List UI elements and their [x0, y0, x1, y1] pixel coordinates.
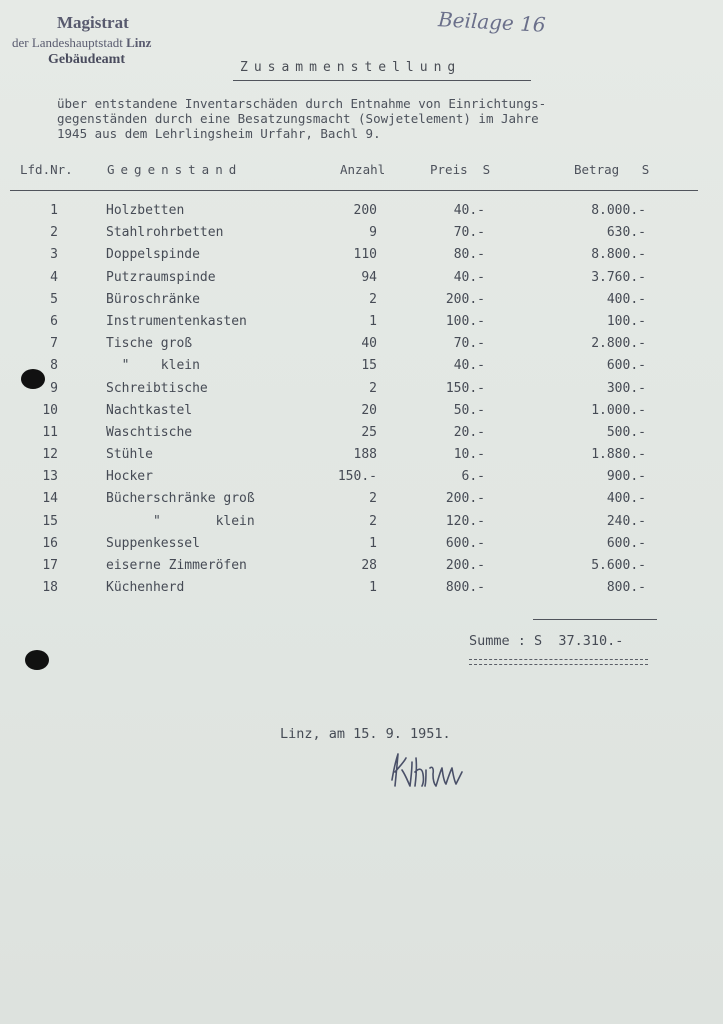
row-total: 500.-: [606, 424, 646, 440]
row-item: Küchenherd: [106, 580, 185, 596]
row-nr: 16: [42, 535, 58, 551]
row-qty: 1: [369, 535, 377, 551]
row-nr: 18: [42, 580, 58, 596]
row-total: 5.600.-: [591, 558, 646, 573]
row-price: 200.-: [445, 291, 485, 307]
document-title: Zusammenstellung: [240, 60, 462, 75]
punch-hole: [21, 369, 45, 389]
table-row: [0, 425, 723, 447]
inventory-table: [0, 203, 723, 602]
row-item: " klein: [106, 358, 200, 374]
row-price: 40.-: [453, 203, 485, 218]
table-row: [0, 270, 723, 292]
row-total: 300.-: [606, 380, 646, 396]
row-qty: 40: [361, 336, 377, 352]
row-qty: 1: [369, 313, 377, 329]
row-total: 8.000.-: [591, 203, 646, 218]
row-price: 120.-: [445, 513, 485, 529]
row-qty: 20: [361, 402, 377, 418]
table-row: [0, 447, 723, 469]
table-row: [0, 536, 723, 558]
row-nr: 15: [42, 513, 58, 529]
row-total: 400.-: [606, 491, 646, 507]
row-nr: 9: [50, 380, 58, 396]
row-qty: 150.-: [337, 469, 377, 485]
intro-line-1: über entstandene Inventarschäden durch Entnahme von Einrichtungs-: [57, 96, 547, 111]
row-nr: 17: [42, 558, 58, 573]
row-nr: 6: [50, 313, 58, 329]
row-qty: 15: [361, 358, 377, 374]
row-qty: 110: [353, 247, 377, 263]
title-underline: [233, 80, 531, 81]
row-item: Tische groß: [106, 336, 193, 352]
intro-line-3: 1945 aus dem Lehrlingsheim Urfahr, Bachl 9.: [57, 126, 381, 141]
stamp-department: Gebäudeamt: [48, 52, 125, 67]
row-price: 6.-: [461, 469, 485, 485]
double-underline: [469, 659, 648, 665]
row-total: 630.-: [606, 225, 646, 241]
row-item: Stahlrohrbetten: [106, 225, 224, 241]
row-price: 40.-: [453, 358, 485, 374]
table-row: [0, 292, 723, 314]
row-item: Stühle: [106, 447, 153, 463]
place-date: Linz, am 15. 9. 1951.: [280, 726, 451, 742]
row-qty: 200: [353, 203, 377, 218]
row-total: 1.000.-: [591, 402, 646, 418]
table-row: [0, 336, 723, 358]
row-nr: 12: [42, 447, 58, 463]
row-qty: 188: [353, 447, 377, 463]
row-total: 1.880.-: [591, 447, 646, 463]
row-item: Bücherschränke groß: [106, 491, 255, 507]
row-item: Büroschränke: [106, 291, 200, 307]
row-nr: 8: [50, 358, 58, 374]
row-item: Suppenkessel: [106, 535, 200, 551]
row-nr: 2: [50, 225, 58, 241]
row-total: 100.-: [606, 313, 646, 329]
row-nr: 7: [50, 336, 58, 352]
row-total: 600.-: [606, 535, 646, 551]
row-total: 800.-: [606, 580, 646, 596]
row-qty: 2: [369, 491, 377, 507]
row-qty: 2: [369, 380, 377, 396]
row-price: 100.-: [445, 313, 485, 329]
row-nr: 14: [42, 491, 58, 507]
table-row: [0, 558, 723, 580]
table-row: [0, 469, 723, 491]
handwritten-signature: [388, 746, 466, 792]
row-item: Hocker: [106, 469, 153, 485]
table-row: [0, 203, 723, 225]
table-row: [0, 314, 723, 336]
row-nr: 13: [42, 469, 58, 485]
row-price: 70.-: [453, 336, 485, 352]
row-item: Instrumentenkasten: [106, 313, 247, 329]
row-item: Waschtische: [106, 424, 193, 440]
row-total: 8.800.-: [591, 247, 646, 263]
header-rule: [10, 190, 698, 191]
row-price: 10.-: [453, 447, 485, 463]
column-header-price: Preis S: [430, 162, 491, 177]
table-row: [0, 247, 723, 269]
table-row: [0, 491, 723, 513]
table-row: [0, 514, 723, 536]
row-price: 70.-: [453, 225, 485, 241]
row-total: 900.-: [606, 469, 646, 485]
row-total: 3.760.-: [591, 269, 646, 285]
stamp-magistrat: Magistrat: [57, 13, 129, 32]
row-qty: 28: [361, 558, 377, 573]
column-header-nr: Lfd.Nr.: [20, 162, 73, 177]
row-nr: 4: [50, 269, 58, 285]
column-header-qty: Anzahl: [340, 162, 386, 177]
table-row: [0, 403, 723, 425]
table-row: [0, 358, 723, 380]
table-row: [0, 580, 723, 602]
row-total: 240.-: [606, 513, 646, 529]
row-price: 200.-: [445, 558, 485, 573]
row-nr: 10: [42, 402, 58, 418]
row-qty: 1: [369, 580, 377, 596]
column-header-item: Gegenstand: [107, 162, 243, 177]
row-item: Nachtkastel: [106, 402, 193, 418]
sum-rule: [533, 619, 657, 620]
row-price: 80.-: [453, 247, 485, 263]
row-item: Holzbetten: [106, 203, 185, 218]
row-price: 50.-: [453, 402, 485, 418]
row-item: eiserne Zimmeröfen: [106, 558, 247, 573]
row-total: 2.800.-: [591, 336, 646, 352]
row-qty: 2: [369, 291, 377, 307]
stamp-city: [12, 35, 151, 51]
stamp-city-name: Linz: [126, 35, 152, 50]
row-price: 200.-: [445, 491, 485, 507]
row-qty: 9: [369, 225, 377, 241]
row-nr: 1: [50, 203, 58, 218]
row-item: Doppelspinde: [106, 247, 200, 263]
row-price: 800.-: [445, 580, 485, 596]
table-row: [0, 225, 723, 247]
row-nr: 3: [50, 247, 58, 263]
column-header-total: Betrag S: [574, 162, 650, 177]
stamp-city-prefix: der Landeshauptstadt: [12, 35, 127, 50]
row-item: Schreibtische: [106, 380, 208, 396]
row-price: 20.-: [453, 424, 485, 440]
row-qty: 94: [361, 269, 377, 285]
row-total: 400.-: [606, 291, 646, 307]
row-nr: 5: [50, 291, 58, 307]
row-item: Putzraumspinde: [106, 269, 216, 285]
row-nr: 11: [42, 424, 58, 440]
row-price: 40.-: [453, 269, 485, 285]
punch-hole: [25, 650, 49, 670]
handwritten-annotation: Beilage 16: [437, 7, 547, 37]
row-qty: 2: [369, 513, 377, 529]
row-total: 600.-: [606, 358, 646, 374]
row-qty: 25: [361, 424, 377, 440]
row-price: 600.-: [445, 535, 485, 551]
row-item: " klein: [106, 513, 255, 529]
table-row: [0, 381, 723, 403]
intro-line-2: gegenständen durch eine Besatzungsmacht (Sowjetelement) im Jahre: [57, 111, 539, 126]
sum-total: Summe : S 37.310.-: [469, 633, 624, 649]
row-price: 150.-: [445, 380, 485, 396]
